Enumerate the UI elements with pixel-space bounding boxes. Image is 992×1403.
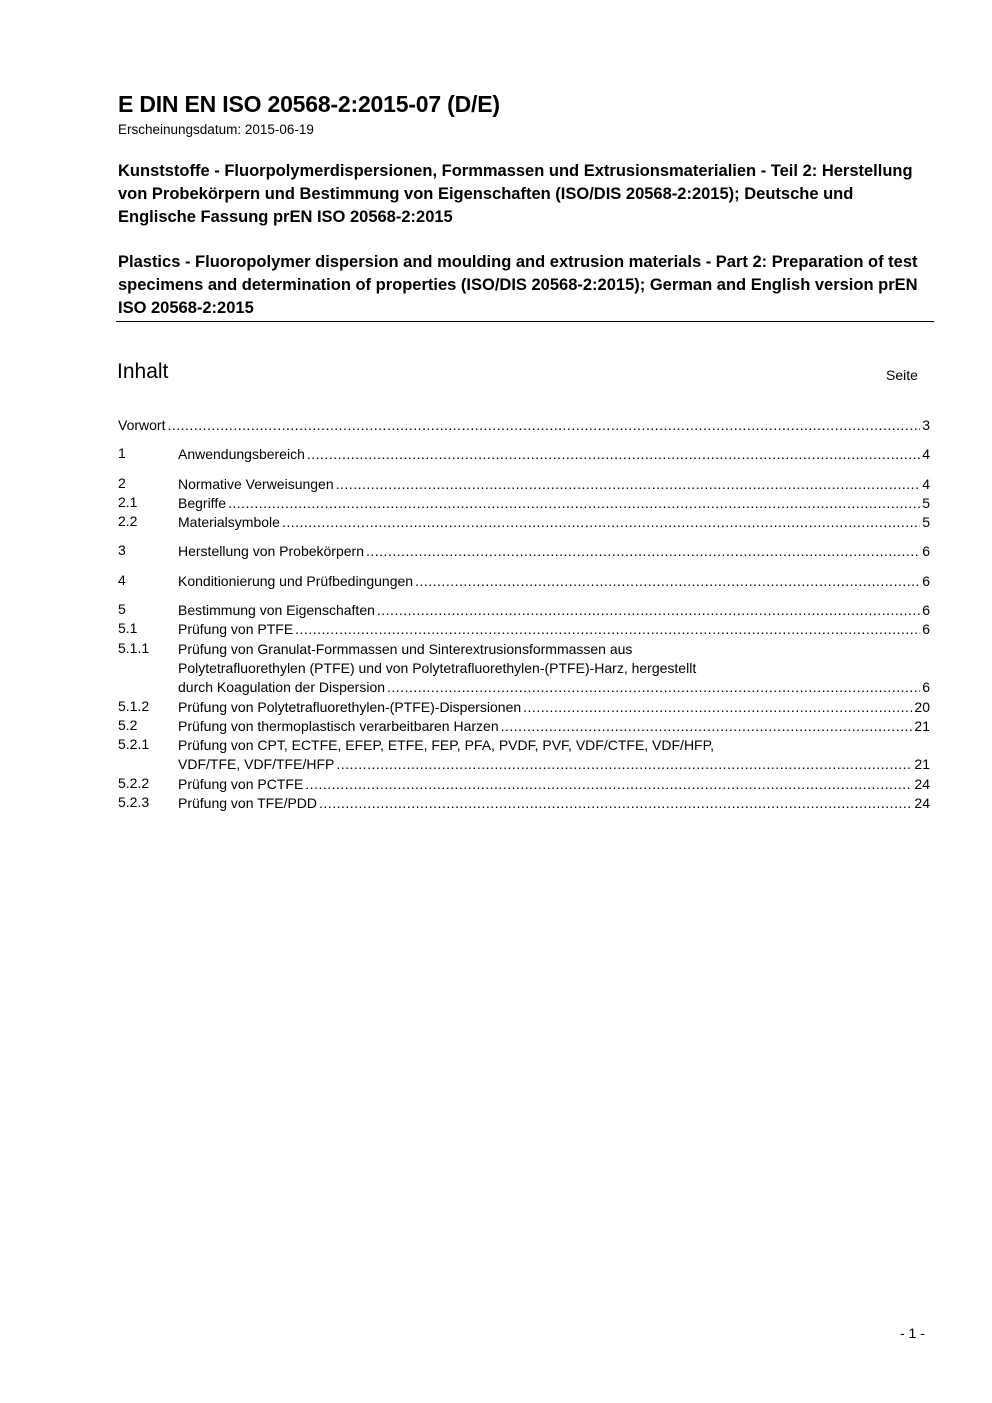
toc-entry-page: 6 (922, 543, 930, 560)
toc-entry-vorwort[interactable] (118, 416, 930, 435)
toc-leader-dots (282, 513, 920, 532)
toc-leader-dots (523, 698, 912, 717)
toc-entry-number: 5.2 (118, 716, 138, 733)
toc-leader-dots (336, 755, 912, 774)
toc-entry-page: 20 (914, 698, 930, 715)
toc-entry-5-1[interactable] (118, 620, 930, 639)
toc-entry-page: 4 (922, 475, 930, 492)
toc-leader-dots (415, 572, 920, 591)
toc-leader-dots (366, 542, 920, 561)
toc-leader-dots (295, 620, 920, 639)
toc-entry-number: 5.2.1 (118, 736, 150, 753)
toc-leader-dots (377, 601, 920, 620)
toc-entry-number: 5.2.2 (118, 774, 150, 791)
toc-page-heading: Seite (886, 367, 918, 383)
toc-entry-page: 24 (914, 775, 930, 792)
toc-entry-title-line: Prüfung von Granulat-Formmassen und Sinterextrusionsformmassen aus (178, 640, 633, 657)
toc-entry-3[interactable] (118, 542, 930, 561)
toc-entry-page: 3 (922, 417, 930, 433)
toc-entry-title: Prüfung von Polytetrafluorethylen-(PTFE)-Dispersionen (178, 698, 522, 715)
toc-entry-page: 21 (914, 756, 930, 773)
table-of-contents (118, 416, 930, 813)
toc-entry-5-2-3[interactable] (118, 794, 930, 813)
toc-entry-title: durch Koagulation der Dispersion (178, 679, 386, 696)
toc-entry-page: 6 (922, 602, 930, 619)
title-english: Plastics - Fluoropolymer dispersion and moulding and extrusion materials - Part 2: Preparation of test specimens and determination of properties (ISO/DIS 20568-2:2015); German and English version prEN ISO 20568-2:2015 (118, 253, 918, 317)
toc-leader-dots (307, 445, 920, 464)
toc-entry-2-2[interactable] (118, 513, 930, 532)
toc-entry-5-1-2[interactable] (118, 698, 930, 717)
toc-entry-title: VDF/TFE, VDF/TFE/HFP (178, 756, 335, 773)
toc-leader-dots (387, 678, 920, 697)
toc-leader-dots (305, 775, 912, 794)
toc-entry-title-line: Polytetrafluorethylen (PTFE) und von Polytetrafluorethylen-(PTFE)-Harz, hergestellt (178, 659, 697, 676)
toc-entry-page: 5 (922, 514, 930, 531)
toc-entry-title: Begriffe (178, 494, 226, 511)
toc-entry-5-1-1[interactable] (118, 640, 930, 698)
toc-entry-title: Bestimmung von Eigenschaften (178, 602, 375, 619)
doc-id: E DIN EN ISO 20568-2:2015-07 (D/E) (118, 91, 500, 117)
toc-entry-title: Herstellung von Probekörpern (178, 543, 364, 560)
toc-entry-number: 2.2 (118, 513, 138, 530)
toc-leader-dots (228, 494, 920, 513)
toc-entry-number: 5.1 (118, 620, 138, 637)
toc-entry-title: Prüfung von TFE/PDD (178, 795, 318, 812)
toc-entry-number: 3 (118, 542, 126, 559)
toc-entry-page: 6 (922, 621, 930, 638)
toc-entry-number: 5.1.2 (118, 697, 150, 714)
toc-entry-number: 5.1.1 (118, 639, 150, 656)
page-number: - 1 - (900, 1325, 925, 1341)
divider-rule (116, 321, 934, 322)
toc-entry-1[interactable] (118, 445, 930, 464)
toc-entry-4[interactable] (118, 572, 930, 591)
toc-entry-page: 4 (922, 446, 930, 463)
toc-entry-5-2-2[interactable] (118, 775, 930, 794)
toc-leader-dots (167, 416, 920, 435)
toc-entry-number: 2 (118, 474, 126, 491)
release-date: Erscheinungsdatum: 2015-06-19 (118, 122, 314, 137)
toc-entry-title-line: Prüfung von CPT, ECTFE, EFEP, ETFE, FEP, PFA, PVDF, PVF, VDF/CTFE, VDF/HFP, (178, 737, 715, 754)
toc-entry-2-1[interactable] (118, 494, 930, 513)
toc-entry-number: 5.2.3 (118, 794, 150, 811)
toc-entry-page: 6 (922, 679, 930, 696)
toc-entry-5[interactable] (118, 601, 930, 620)
title-german: Kunststoffe - Fluorpolymerdispersionen, Formmassen und Extrusionsmaterialien - Teil 2: Herstellung von Probekörpern und Bestimmung von Eigenschaften (ISO/DIS 20568-2:2015); Deutsche und Englische Fassung prEN ISO 20568-2:2015 (118, 162, 913, 226)
toc-entry-page: 5 (922, 494, 930, 511)
toc-entry-number: 2.1 (118, 493, 138, 510)
toc-entry-title: Prüfung von PTFE (178, 621, 294, 638)
toc-entry-title: Konditionierung und Prüfbedingungen (178, 572, 414, 589)
toc-entry-number: 1 (118, 445, 126, 462)
toc-entry-2[interactable] (118, 475, 930, 494)
toc-leader-dots (319, 794, 912, 813)
toc-leader-dots (336, 475, 921, 494)
toc-entry-title: Prüfung von thermoplastisch verarbeitbaren Harzen (178, 717, 499, 734)
toc-entry-page: 6 (922, 572, 930, 589)
toc-entry-title: Anwendungsbereich (178, 446, 305, 463)
toc-entry-title: Materialsymbole (178, 514, 280, 531)
toc-entry-title: Prüfung von PCTFE (178, 775, 304, 792)
toc-entry-5-2-1[interactable] (118, 736, 930, 775)
toc-heading: Inhalt (117, 360, 169, 383)
toc-entry-page: 21 (914, 717, 930, 734)
toc-entry-title: Normative Verweisungen (178, 475, 334, 492)
toc-entry-number: 4 (118, 571, 126, 588)
toc-entry-page: 24 (914, 795, 930, 812)
toc-leader-dots (501, 717, 913, 736)
toc-entry-number: 5 (118, 601, 126, 618)
toc-entry-5-2[interactable] (118, 717, 930, 736)
toc-entry-title: Vorwort (118, 417, 166, 433)
